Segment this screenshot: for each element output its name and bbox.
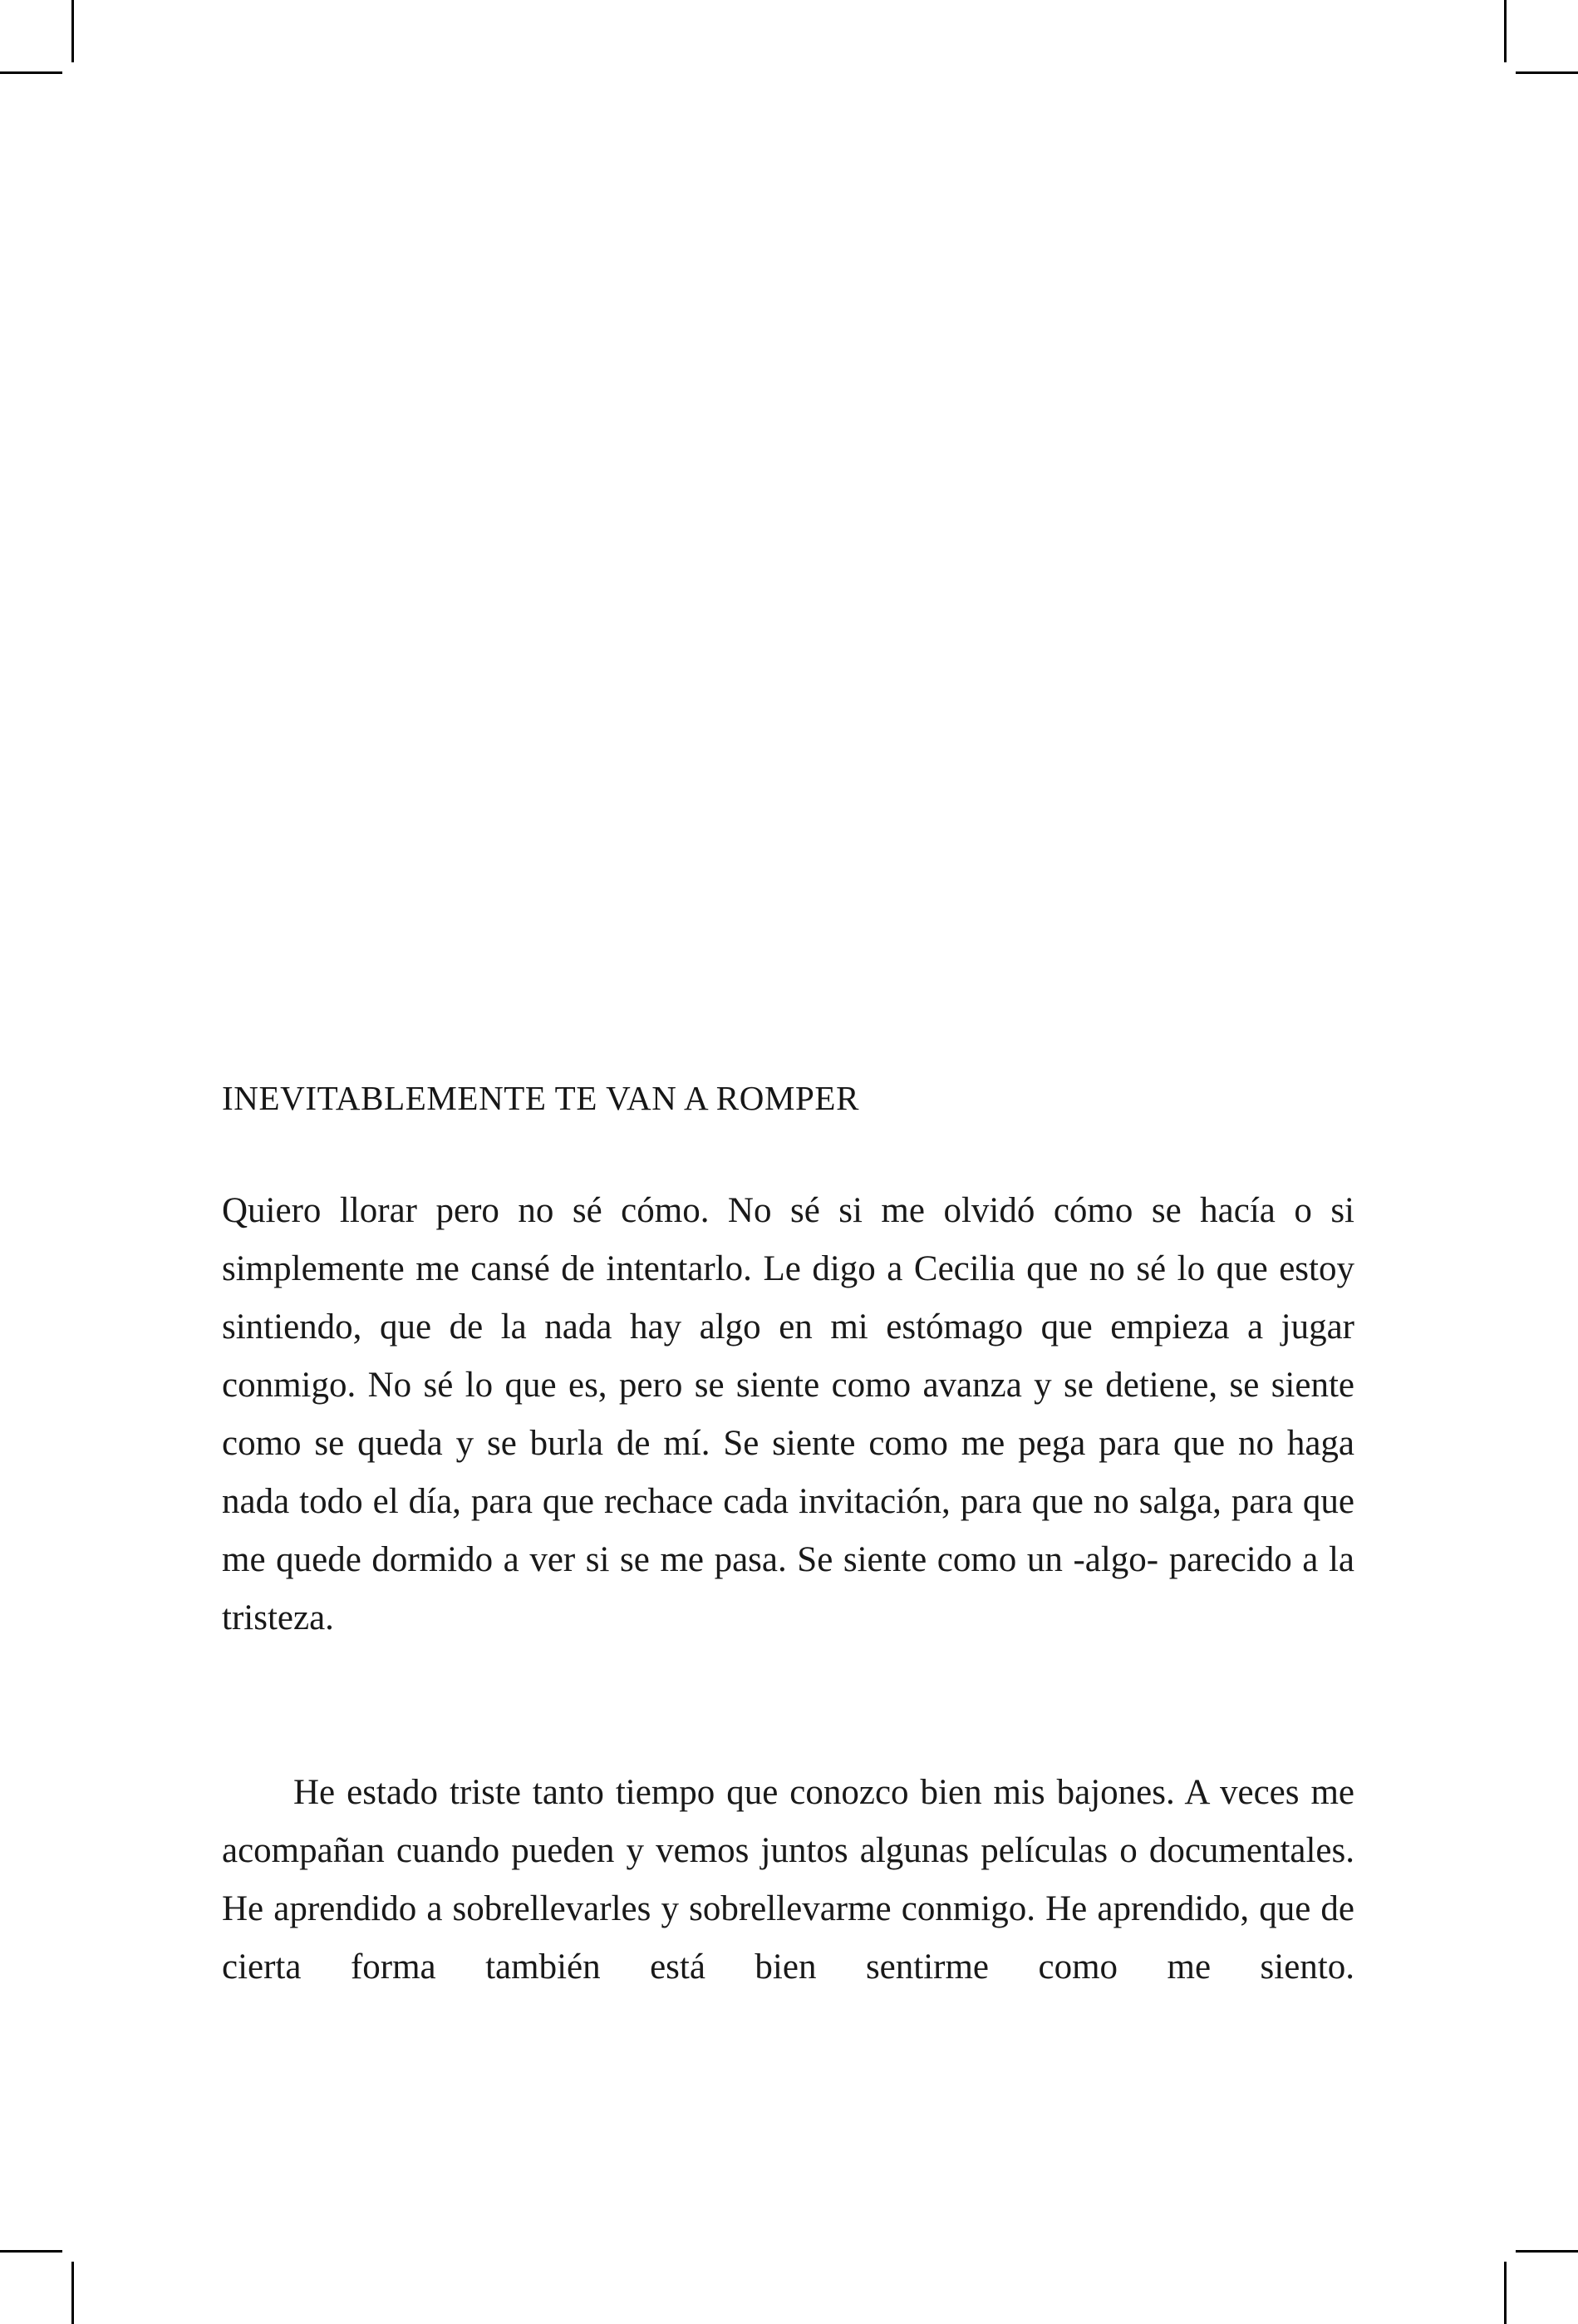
body-paragraph-1: Quiero llorar pero no sé cómo. No sé si me olvidó cómo se hacía o si simplemente me cansé de intentarlo. Le digo a Cecilia que no sé lo que estoy sintiendo, que de la nada hay algo en mi estómago que empieza a jugar conmigo. No sé lo que es, pero se siente como avanza y se detiene, se siente como se queda y se burla de mí. Se siente como me pega para que no haga nada todo el día, para que rechace cada invitación, para que no salga, para que me quede dormido a ver si se me pasa. Se siente como un -algo- parecido a la tristeza. <box>222 1191 1354 1637</box>
crop-mark-top-left-horizontal <box>0 71 62 74</box>
crop-mark-bottom-right-horizontal <box>1516 2250 1578 2253</box>
crop-mark-bottom-left-vertical <box>71 2262 74 2324</box>
crop-mark-bottom-right-vertical <box>1504 2262 1507 2324</box>
body-paragraph-2: He estado triste tanto tiempo que conozco bien mis bajones. A veces me acompañan cuando pueden y vemos juntos algunas películas o documentales. He aprendido a sobrellevarles y sobrellevarme conmigo. He aprendido, que de cierta forma también está bien sentirme como me siento. <box>222 1773 1354 1987</box>
text-block <box>222 1077 1354 2055</box>
crop-mark-top-left-vertical <box>71 0 74 62</box>
crop-mark-top-right-horizontal <box>1516 71 1578 74</box>
crop-mark-top-right-vertical <box>1504 0 1507 62</box>
chapter-title: INEVITABLEMENTE TE VAN A ROMPER <box>222 1079 860 1117</box>
crop-mark-bottom-left-horizontal <box>0 2250 62 2253</box>
